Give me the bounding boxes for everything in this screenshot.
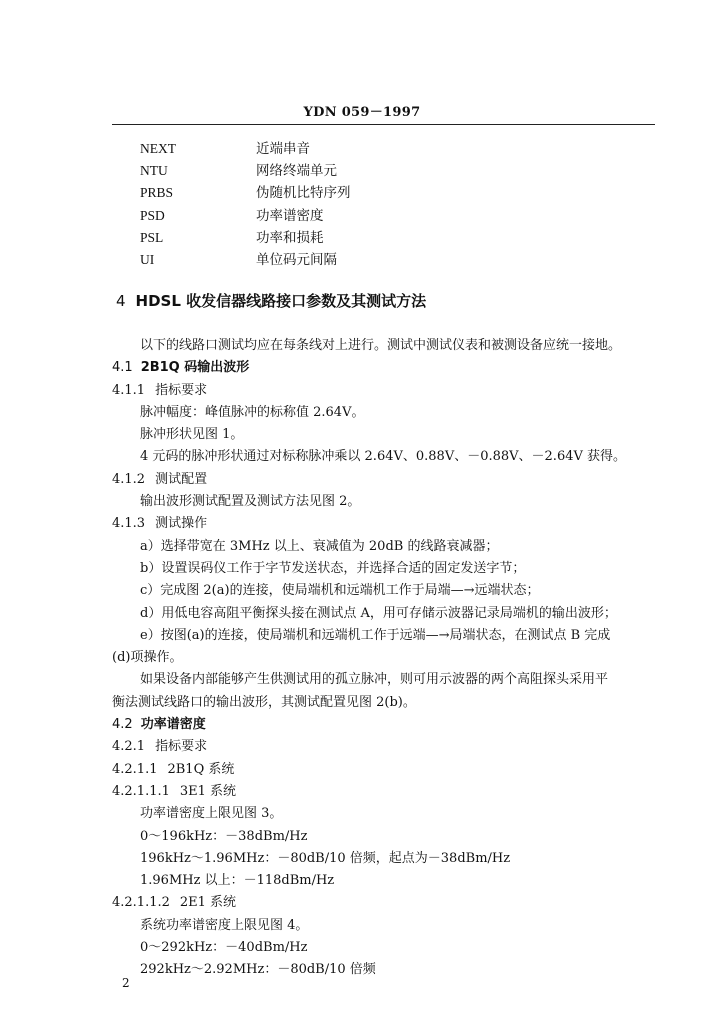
paragraph-line: 脉冲形状见图 1。 [140,427,244,443]
clause-number: 4.2.1.1.2 [112,895,170,911]
paragraph-line: 系统功率谱密度上限见图 4。 [140,917,309,933]
paragraph-line: 脉冲幅度：峰值脉冲的标称值 2.64V。 [140,404,365,420]
list-item: b）设置误码仪工作于字节发送状态，并选择合适的固定发送字节； [140,560,526,576]
document-id: YDN 059－1997 [303,105,421,120]
abbreviation-desc: 功率和损耗 [256,229,324,246]
paragraph-line: 4 元码的脉冲形状通过对标称脉冲乘以 2.64V、0.88V、－0.88V、－2.64V 获得。 [140,449,627,465]
clause-heading [112,736,660,758]
abbreviation-desc: 单位码元间隔 [256,251,337,268]
list-item: d）用低电容高阻平衡探头接在测试点 A，用可存储示波器记录局端机的输出波形； [140,605,617,621]
abbreviation-row [140,205,351,227]
section-title: HDSL 收发信器线路接口参数及其测试方法 [135,292,427,310]
paragraph-line: 196kHz～1.96MHz：－80dB/10 倍频，起点为－38dBm/Hz [140,850,511,866]
list-item-continuation: (d)项操作。 [112,650,183,666]
clause-heading [112,759,660,781]
subsection-title: 功率谱密度 [140,717,206,733]
paragraph-line: 功率谱密度上限见图 3。 [140,806,283,822]
abbreviation-term: UI [140,251,155,267]
paragraph-line: 0～292kHz：－40dBm/Hz [140,940,308,956]
abbreviation-term: NEXT [140,141,176,156]
header-rule [112,124,655,125]
clause-number: 4.1.3 [112,516,146,532]
abbreviation-row [140,182,351,204]
clause-title: 指标要求 [155,739,208,755]
paragraph-line: 0～196kHz：－38dBm/Hz [140,828,308,844]
section-heading [116,290,426,311]
clause-title: 2E1 系统 [179,895,237,911]
clause-title: 测试配置 [155,471,208,487]
paragraph-line: 如果设备内部能够产生供测试用的孤立脉冲，则可用示波器的两个高阻探头采用平 [140,672,609,688]
clause-title: 2B1Q 系统 [167,761,235,777]
clause-number: 4.2.1.1 [112,761,158,777]
abbreviation-desc: 近端串音 [256,141,310,157]
clause-heading [112,513,660,535]
abbreviation-desc: 功率谱密度 [256,207,324,224]
clause-number: 4.1.1 [112,382,146,398]
abbreviation-desc: 网络终端单元 [256,163,337,180]
subsection-heading [112,714,660,736]
paragraph-line: 1.96MHz 以上：－118dBm/Hz [140,873,335,889]
clause-heading [112,380,660,402]
subsection-number: 4.1 [112,360,133,376]
abbreviation-term: PRBS [140,185,174,201]
paragraph-line: 以下的线路口测试均应在每条线对上进行。测试中测试仪表和被测设备应统一接地。 [140,338,622,353]
paragraph-line: 292kHz～2.92MHz：－80dB/10 倍频 [140,962,376,978]
subsection-title: 2B1Q 码输出波形 [140,360,250,376]
abbreviation-term: PSD [140,207,165,223]
clause-title: 指标要求 [155,382,208,398]
paragraph-line: 衡法测试线路口的输出波形，其测试配置见图 2(b)。 [112,694,416,710]
list-item: a）选择带宽在 3MHz 以上、衰减值为 20dB 的线路衰减器； [140,538,499,554]
body-text [112,335,660,982]
clause-title: 测试操作 [155,516,208,532]
abbreviation-row [140,227,351,249]
clause-number: 4.1.2 [112,471,146,487]
page-number: 2 [122,976,130,990]
paragraph-line: 输出波形测试配置及测试方法见图 2。 [140,494,361,510]
clause-title: 3E1 系统 [179,783,237,799]
list-item: e）按图(a)的连接，使局端机和远端机工作于远端—→局端状态，在测试点 B 完成 [140,627,611,643]
abbreviation-row [140,249,351,271]
abbreviation-term: NTU [140,163,168,179]
abbreviation-term: PSL [140,229,164,245]
clause-number: 4.2.1.1.1 [112,783,170,799]
abbreviation-desc: 伪随机比特序列 [256,185,351,202]
clause-heading [112,892,660,914]
abbreviation-list [140,138,351,271]
list-item: c）完成图 2(a)的连接，使局端机和远端机工作于局端—→远端状态； [140,583,540,599]
abbreviation-row [140,160,351,182]
clause-number: 4.2.1 [112,739,146,755]
subsection-heading [112,357,660,379]
clause-heading [112,781,660,803]
subsection-number: 4.2 [112,717,133,733]
clause-heading [112,469,660,491]
section-number: 4 [116,292,126,310]
abbreviation-row [140,138,351,160]
